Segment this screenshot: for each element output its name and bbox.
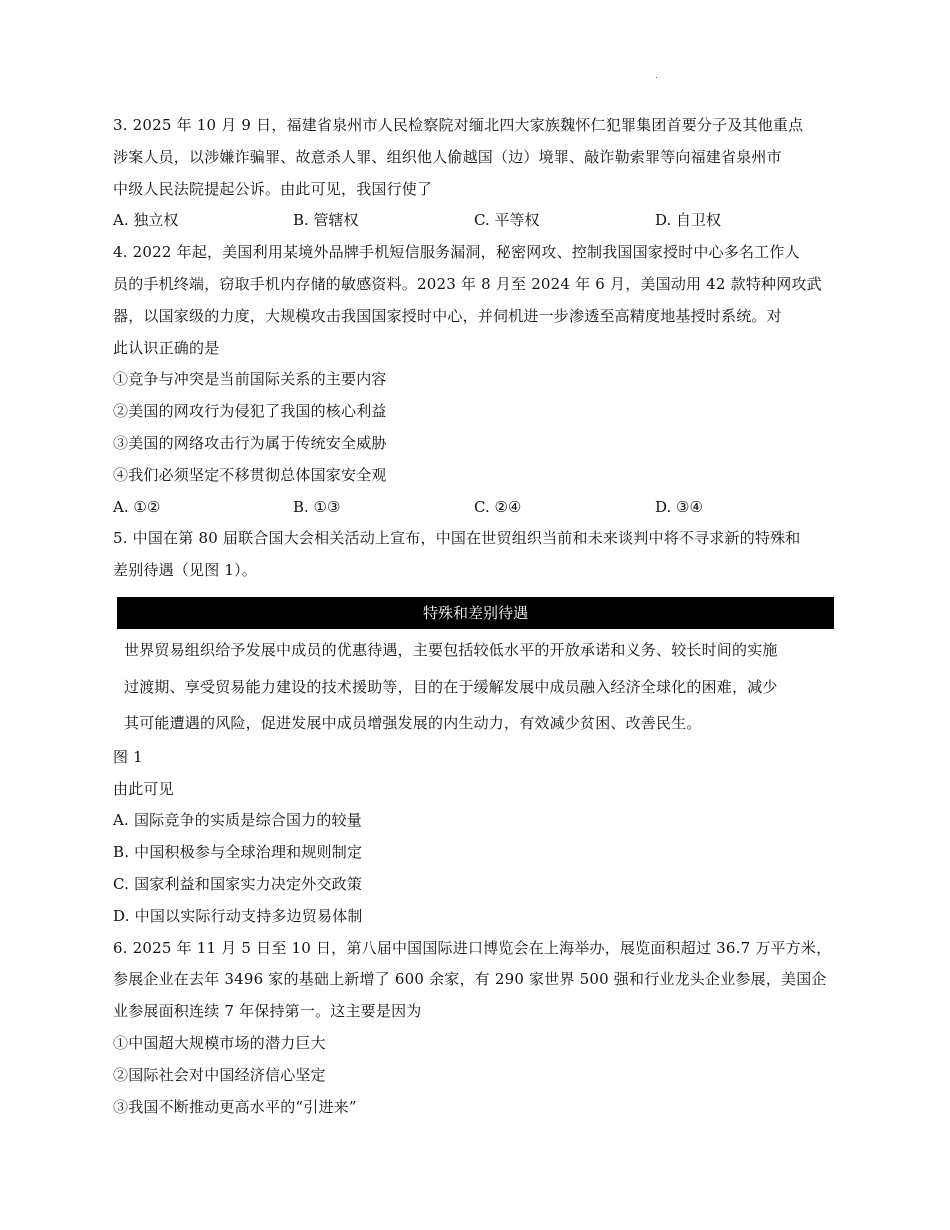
question-6-statement-2: ②国际社会对中国经济信心坚定: [113, 1065, 326, 1084]
question-4-option-d: D. ③④: [655, 497, 703, 516]
question-3-option-c: C. 平等权: [474, 211, 540, 230]
question-5-stem: 由此可见: [113, 779, 174, 798]
question-3-line-3: 中级人民法院提起公诉。由此可见，我国行使了: [113, 179, 433, 198]
question-5-line-2: 差别待遇（见图 1）。: [113, 561, 258, 580]
question-5-option-b: B. 中国积极参与全球治理和规则制定: [113, 843, 363, 862]
question-4-statement-4: ④我们必须坚定不移贯彻总体国家安全观: [113, 465, 387, 484]
question-6-line-2: 参展企业在去年 3496 家的基础上新增了 600 余家，有 290 家世界 500 强和行业龙头企业参展，美国企: [113, 970, 827, 989]
question-5-option-a: A. 国际竞争的实质是综合国力的较量: [113, 811, 362, 830]
question-4-statement-1: ①竞争与冲突是当前国际关系的主要内容: [113, 370, 387, 389]
question-3-option-b: B. 管辖权: [293, 211, 359, 230]
question-5-option-c: C. 国家利益和国家实力决定外交政策: [113, 874, 363, 893]
question-3-line-2: 涉案人员，以涉嫌诈骗罪、故意杀人罪、组织他人偷越国（边）境罪、敲诈勒索罪等向福建省泉州市: [113, 147, 782, 166]
figure-1-line-1: 世界贸易组织给予发展中成员的优惠待遇，主要包括较低水平的开放承诺和义务、较长时间的实施: [124, 640, 778, 659]
question-4-line-3: 器，以国家级的力度，大规模攻击我国国家授时中心，并伺机进一步渗透至高精度地基授时系统。对: [113, 306, 782, 325]
question-4-line-2: 员的手机终端，窃取手机内存储的敏感资料。2023 年 8 月至 2024 年 6 月，美国动用 42 款特种网攻武: [113, 274, 822, 293]
question-3-options: [113, 205, 838, 237]
page-dot: .: [655, 70, 658, 81]
question-5-line-1: 5. 中国在第 80 届联合国大会相关活动上宣布，中国在世贸组织当前和未来谈判中将不寻求新的特殊和: [113, 529, 801, 548]
question-6-statement-3: ③我国不断推动更高水平的“引进来”: [113, 1097, 357, 1116]
question-4-line-4: 此认识正确的是: [113, 338, 220, 357]
question-3-line-1: 3. 2025 年 10 月 9 日，福建省泉州市人民检察院对缅北四大家族魏怀仁犯罪集团首要分子及其他重点: [113, 116, 804, 134]
question-3-option-a: A. 独立权: [113, 211, 179, 230]
figure-1-title-banner: 特殊和差别待遇: [117, 597, 834, 629]
question-3-option-d: D. 自卫权: [655, 211, 722, 230]
question-3: [113, 110, 838, 237]
figure-1-box: [113, 632, 838, 742]
question-4-option-a: A. ①②: [113, 497, 161, 516]
question-6-line-3: 业参展面积连续 7 年保持第一。这主要是因为: [113, 1002, 422, 1021]
question-5-option-d: D. 中国以实际行动支持多边贸易体制: [113, 906, 363, 925]
question-4-option-c: C. ②④: [474, 497, 522, 516]
figure-1-label: 图 1: [113, 747, 143, 766]
question-4-line-1: 4. 2022 年起，美国利用某境外品牌手机短信服务漏洞，秘密网攻、控制我国国家授时中心多名工作人: [113, 243, 800, 262]
question-6-statement-1: ①中国超大规模市场的潜力巨大: [113, 1033, 326, 1052]
figure-1-line-2: 过渡期、享受贸易能力建设的技术援助等，目的在于缓解发展中成员融入经济全球化的困难，减少: [124, 677, 778, 696]
figure-1-line-3: 其可能遭遇的风险，促进发展中成员增强发展的内生动力，有效减少贫困、改善民生。: [124, 714, 702, 733]
question-4-options: [113, 492, 838, 524]
question-4-option-b: B. ①③: [293, 497, 341, 516]
question-4-statement-3: ③美国的网络攻击行为属于传统安全威胁: [113, 433, 387, 452]
exam-page: [113, 110, 838, 1123]
question-6: [113, 933, 838, 1124]
question-4-statement-2: ②美国的网攻行为侵犯了我国的核心利益: [113, 402, 387, 421]
question-4: [113, 237, 838, 523]
question-6-line-1: 6. 2025 年 11 月 5 日至 10 日，第八届中国国际进口博览会在上海举办，展览面积超过 36.7 万平方米，: [113, 938, 832, 957]
question-5: [113, 523, 838, 932]
